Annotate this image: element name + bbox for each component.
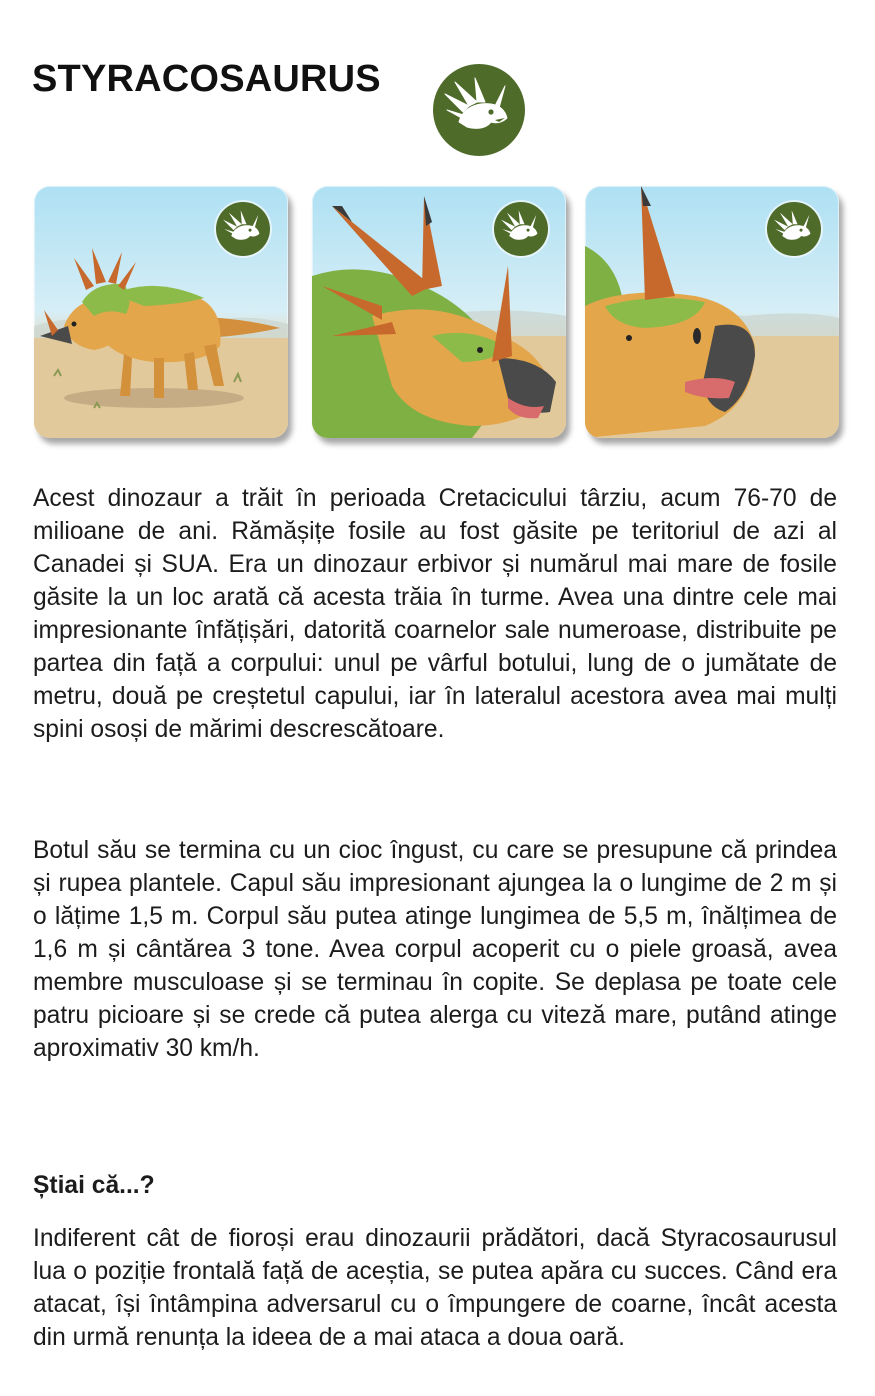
styracosaurus-head-icon	[216, 202, 270, 256]
did-you-know-paragraph: Indiferent cât de fioroși erau dinozaurii prădători, dacă Styracosaurusul lua o poziție frontală față de aceștia, se putea apăra cu succes. Când era atacat, își întâmpina adversarul cu o împungere de coarne, încât acesta din urmă renunța la ideea de a mai ataca a doua oară.	[33, 1225, 837, 1351]
image-cards	[34, 186, 844, 448]
styracosaurus-head-icon	[767, 202, 821, 256]
description-paragraph: Botul său se termina cu un cioc îngust, cu care se presupune că prindea și rupea plantele. Capul său impresionant ajungea la o lungime de 2 m și o lățime 1,5 m. Corpul său putea atinge lungimea de 5,5 m, înălțimea de 1,6 m și cântărea 3 tone. Avea corpul acoperit cu o piele groasă, avea membre musculoase și se terminau în copite. Se deplasa pe toate cele patru picioare și se crede că putea alerga cu viteză mare, putând atinge aproximativ 30 km/h.	[33, 837, 837, 1062]
card-full-body	[34, 186, 288, 438]
did-you-know-heading: Știai că...?	[33, 1172, 155, 1199]
styracosaurus-head-icon	[433, 64, 525, 156]
intro-paragraph: Acest dinozaur a trăit în perioada Cretacicului târziu, acum 76-70 de milioane de ani. Rămășițe fosile au fost găsite pe teritoriul de azi al Canadei și SUA. Era un dinozaur erbivor și numărul mai mare de fosile găsite la un loc arată că acesta trăia în turme. Avea una dintre cele mai impresionante înfățișări, datorită coarnelor sale numeroase, distribuite pe partea din față a corpului: unul pe vârful botului, lung de o jumătate de metru, două pe creștetul capului, iar în lateralul acestora avea mai mulți spini osoși de mărimi descrescătoare.	[33, 485, 837, 743]
styracosaurus-head-icon	[494, 202, 548, 256]
card-face-closeup	[585, 186, 839, 438]
page-title: STYRACOSAURUS	[32, 58, 381, 100]
card-head-closeup	[312, 186, 566, 438]
